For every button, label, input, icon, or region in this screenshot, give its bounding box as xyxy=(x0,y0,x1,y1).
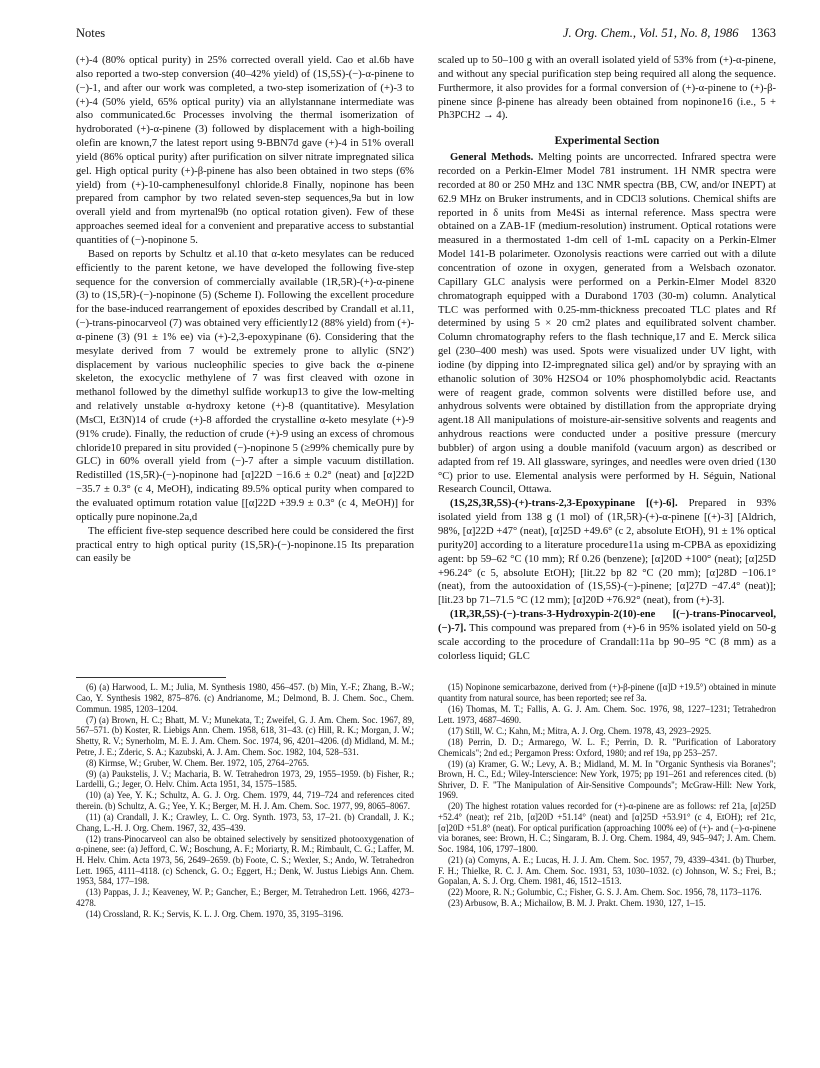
footnote: (7) (a) Brown, H. C.; Bhatt, M. V.; Munekata, T.; Zweifel, G. J. Am. Chem. Soc. 1967, 89, 567–571. (b) Koster, R. Liebigs Ann. Chem. 1958, 618, 31–43. (c) Hill, R. K.; Morgan, J. W.; Shetty, R. V.; Synerholm, M. E. J. Am. Chem. Soc. 1974, 96, 4201–4206. (d) Midland, M. M.; Petre, J. E.; Zderic, S. A.; Kazubski, A. J. Am. Chem. Soc. 1982, 104, 528–531. xyxy=(76,714,414,757)
footnote: (19) (a) Kramer, G. W.; Levy, A. B.; Midland, M. M. In "Organic Synthesis via Boranes"; Brown, H. C., Ed.; Wiley-Interscience: New York, 1975; pp 191–261 and references cited. (b) Shriver, D. F. "The Manipulation of Air-Sensitive Compounds"; McGraw-Hill: New York, 1969. xyxy=(438,758,776,801)
footnote: (17) Still, W. C.; Kahn, M.; Mitra, A. J. Org. Chem. 1978, 43, 2923–2925. xyxy=(448,725,712,736)
footnotes-left xyxy=(76,682,414,920)
footnote: (18) Perrin, D. D.; Armarego, W. L. F.; Perrin, D. R. "Purification of Laboratory Chemicals"; 2nd ed.; Pergamon Press: Oxford, 1980; and ref 19a, pp 253–257. xyxy=(438,736,776,758)
footnote: (9) (a) Paukstelis, J. V.; Macharia, B. W. Tetrahedron 1973, 29, 1955–1959. (b) Fisher, R.; Lardelli, G.; Jeger, O. Helv. Chim. Acta 1951, 34, 1575–1585. xyxy=(76,768,414,790)
compound-heading: (1R,3R,5S)-(−)-trans-3-Hydroxypin-2(10)-ene [(−)-trans-Pinocarveol, (−)-7]. xyxy=(438,609,776,634)
footnote: (20) The highest rotation values recorded for (+)-α-pinene are as follows: ref 21a, [α]25D +52.4° (neat); ref 21b, [α]20D +51.14° (neat) and [α]25D +53.91° (c 4, EtOH); ref 21c, [α]20D +51.8° (neat). For optical purification (approaching 100% ee) of (+)- and (−)-α-pinene via boranes, see: Brown, H. C.; Singaram, B. J. Org. Chem. 1984, 49, 945–947; J. Am. Chem. Soc. 1984, 106, 1797–1800. xyxy=(438,801,776,854)
journal-citation xyxy=(563,26,776,41)
footnotes xyxy=(76,682,776,920)
body-paragraph: Based on reports by Schultz et al.10 that α-keto mesylates can be reduced efficiently to the parent ketone, we have developed the following five-step sequence for the conversion of commercially available (1R,5R)-(+)-α-pinene (3) to (1S,5R)-(−)-nopinone (5) (Scheme I). Following the excellent procedure for the base-induced rearrangement of epoxides described by Crandall et al.11, (−)-trans-pinocarveol (7) was obtained very efficiently12 (88% yield) from (+)-α-pinene (3) (91 ± 1% ee) via (+)-2,3-epoxypinane (6). Considering that the mesylate derived from 7 would be extremely prone to allylic (SN2′) displacement by various nucleophilic species to give back the α-pinene skeleton, the exocyclic methylene of 7 was first cleaved with ozone in methanol followed by the dimethyl sulfide workup13 to give the low-melting and relatively unstable α-hydroxy ketone (+)-8 (quantitative). Mesylation (MsCl, Et3N)14 of crude (+)-8 afforded the crystalline α-keto mesylate (+)-9 (91% crude). Finally, the reduction of crude (+)-9 using an excess of chromous chloride10 prepared in situ provided (−)-nopinone 5 (≥99% chemically pure by GLC) in 60% overall yield from (−)-7 after a simple vacuum distillation. Redistilled (1S,5R)-(−)-nopinone had [α]22D −16.6 ± 0.2° (neat) and [α]22D −35.7 ± 0.3° (c 4, MeOH), indicating 89.5% optical purity when compared to the evaluated optimum rotation value [[α]22D +39.9 ± 0.3° (c 4, MeOH)] for optically pure nopinone.2a,d xyxy=(76,248,414,523)
compound-paragraph xyxy=(438,608,776,663)
footnote: (21) (a) Comyns, A. E.; Lucas, H. J. J. Am. Chem. Soc. 1957, 79, 4339–4341. (b) Thurber, F. H.; Thielke, R. C. J. Am. Chem. Soc. 1931, 53, 1030–1032. (c) Johnson, W. S.; Frei, B.; Gopalan, A. S. J. Org. Chem. 1981, 46, 1512–1513. xyxy=(438,854,776,887)
body-paragraph: scaled up to 50–100 g with an overall isolated yield of 53% from (+)-α-pinene, and without any special purification step being required all along the sequence. Furthermore, it also provides for a formal conversion of (+)-α-pinene to (+)-β-pinene since β-pinene has already been obtained from nopinone16 (i.e., 5 + Ph3PCH2 → 4). xyxy=(438,55,776,122)
footnote-rule xyxy=(76,677,226,678)
footnote: (10) (a) Yee, Y. K.; Schultz, A. G. J. Org. Chem. 1979, 44, 719–724 and references cited therein. (b) Schultz, A. G.; Yee, Y. K.; Berger, M. H. J. Am. Chem. Soc. 1977, 99, 8065–8067. xyxy=(76,790,414,811)
footnote: (11) (a) Crandall, J. K.; Crawley, L. C. Org. Synth. 1973, 53, 17–21. (b) Crandall, J. K.; Chang, L.-H. J. Org. Chem. 1967, 32, 435–439. xyxy=(76,812,414,833)
left-column xyxy=(76,54,414,663)
running-header xyxy=(76,26,776,48)
paragraph-text: Prepared in 93% isolated yield from 138 g (1 mol) of (1R,5R)-(+)-α-pinene [(+)-3] [Aldrich, 98%, [α]22D +47° (neat), [α]25D +49.6° (c 2, absolute EtOH), 91 ± 1% optical purity20] according to a literature procedure11a using m-CPBA as epoxidizing agent: bp 59–62 °C (10 mm); Rf 0.26 (benzene); [α]20D +100° (neat); [α]25D +96.24° (c 5, absolute EtOH); [lit.22 bp 82 °C (20 mm); [α]28D −106.1° (neat), from the autooxidation of (1S,5S)-(−)-pinene; [α]27D −47.4° (neat)]; [lit.23 bp 71–71.5 °C (12 mm); [α]20D +76.92° (neat), from (+)-3]. xyxy=(438,498,776,607)
right-column xyxy=(438,54,776,663)
footnote: (14) Crossland, R. K.; Servis, K. L. J. Org. Chem. 1970, 35, 3195–3196. xyxy=(86,908,344,919)
footnote: (22) Moore, R. N.; Golumbic, C.; Fisher, G. S. J. Am. Chem. Soc. 1956, 78, 1173–1176. xyxy=(448,887,762,898)
footnote: (12) trans-Pinocarveol can also be obtained selectively by sensitized photooxygenation of α-pinene, see: (a) Jefford, C. W.; Boschung, A. F.; Moriarty, R. M.; Rimbault, C. G.; Laffer, M. H. Helv. Chim. Acta 1973, 56, 2649–2659. (b) Foote, C. S.; Wexler, S.; Ando, W. Tetrahedron Lett. 1965, 4111–4118. (c) Schenck, G. O.; Eggert, H.; Denk, W. Justus Liebigs Ann. Chem. 1953, 584, 177–198. xyxy=(76,833,414,887)
body-paragraph: The efficient five-step sequence described here could be considered the first practical entry to high optical purity (1S,5R)-(−)-nopinone.15 Its preparation can easily be xyxy=(76,525,414,565)
compound-paragraph xyxy=(438,497,776,608)
footnote: (8) Kirmse, W.; Gruber, W. Chem. Ber. 1972, 105, 2764–2765. xyxy=(86,757,309,768)
paragraph-text: Melting points are uncorrected. Infrared spectra were recorded on a Perkin-Elmer Model 781 instrument. 1H NMR spectra were recorded at 80 or 250 MHz and 13C NMR spectra (BB, CW, and/or INEPT) at 62.9 MHz on Bruker instruments, and in CDCl3 solutions. Chemical shifts are reported in δ units from Me4Si as internal reference. Mass spectra were obtained on a ZAB-1F (medium-resolution) instrument. Optical rotations were measured in a thermostated 1-dm cell of 1-mL capacity on a Perkin-Elmer Model 141-B polarimeter. Ozonolysis reactions were carried out with a dilute concentration of ozone in oxygen, generated from a Welsbach ozonator. Capillary GLC analysis were performed on a Perkin-Elmer Model 8320 chromatograph equipped with a Durabond 1703 (30-m) column. Analytical TLC was performed with 0.25-mm-thickness precoated TLC plates and Rf determined by using 5 × 20 cm2 plates and equilibrated solvent chamber. Column chromatography refers to the flash technique,17 and E. Merck silica gel (230–400 mesh) was used. Spots were visualized under UV light, with iodine (by dipping into I2-impregnated silica gel) and/or by spraying with an ethanolic solution of 30% H2SO4 or 10% phosphomolybdic acid. Reactants were of reagent grade, common solvents were distilled before use, and anhydrous solvents were obtained by distillation from the appropriate drying agent.18 All manipulations of moisture-air-sensitive solvents and reagents and anhydrous reactions were conducted under a positive pressure (mercury bubbler) of argon using a double manifold (vacuum argon) as described or adapted from ref 19. All glassware, syringes, and needles were oven dried (130 °C) prior to use. Elemental analysis were performed by H. Séguin, National Research Council, Ottawa. xyxy=(438,152,776,496)
footnote: (13) Pappas, J. J.; Keaveney, W. P.; Gancher, E.; Berger, M. Tetrahedron Lett. 1966, 4273–4278. xyxy=(76,887,414,908)
page-number: 1363 xyxy=(751,26,776,40)
footnote: (15) Nopinone semicarbazone, derived from (+)-β-pinene ([α]D +19.5°) obtained in minute quantity from natural source, has been reported; see ref 3a. xyxy=(438,682,776,704)
journal-name: J. Org. Chem., Vol. 51, No. 8, 1986 xyxy=(562,26,739,40)
compound-heading: (1S,2S,3R,5S)-(+)-trans-2,3-Epoxypinane [(+)-6]. xyxy=(450,498,678,510)
general-methods-paragraph xyxy=(438,151,776,497)
section-heading: Experimental Section xyxy=(554,135,660,148)
footnote: (23) Arbusow, B. A.; Michailow, B. M. J. Prakt. Chem. 1930, 127, 1–15. xyxy=(448,898,706,909)
footnote: (16) Thomas, M. T.; Fallis, A. G. J. Am. Chem. Soc. 1976, 98, 1227–1231; Tetrahedron Lett. 1973, 4687–4690. xyxy=(438,704,776,725)
section-label: Notes xyxy=(76,26,106,40)
paragraph-text: This compound was prepared from (+)-6 in 95% isolated yield on 50-g scale according to the procedure of Crandall:11a bp 90–95 °C (8 mm) as a colorless liquid; GLC xyxy=(438,622,776,662)
body-columns xyxy=(76,54,776,663)
run-in-heading: General Methods. xyxy=(450,152,534,164)
footnotes-right xyxy=(438,682,776,920)
body-paragraph: (+)-4 (80% optical purity) in 25% corrected overall yield. Cao et al.6b have also reported a two-step conversion (40–42% yield) of (1S,5S)-(−)-α-pinene to (−)-1, and after our work was completed, a two-step isomerization of (+)-3 to (+)-4 (50% yield, 65% optical purity) via an allylstannane intermediate was also communicated.6c Processes involving the thermal isomerization of hydroborated (+)-α-pinene (3) followed by displacement with a high-boiling olefin are known,7 the latest report using 9-BBN7d gave (+)-4 in 51% overall yield (86% optical purity) after purification on silver nitrate impregnated silica gel. High optical purity (+)-β-pinene has also been obtained in two steps (6% yield) from (+)-10-camphenesulfonyl chloride.8 Finally, nopinone has been prepared from camphor by two related seven-step sequences,9a but in low overall yield and from myrtenal9b (no optical rotation given). Few of these approaches seemed ideal for a convenient and preparative access to substantial quantities of (−)-nopinone 5. xyxy=(76,55,414,246)
footnote: (6) (a) Harwood, L. M.; Julia, M. Synthesis 1980, 456–457. (b) Min, Y.-F.; Zhang, B.-W.; Cao, Y. Synthesis 1982, 875–876. (c) Andrianome, M.; Delmond, B. J. Chem. Soc., Chem. Commun. 1985, 1203–1204. xyxy=(76,682,414,714)
